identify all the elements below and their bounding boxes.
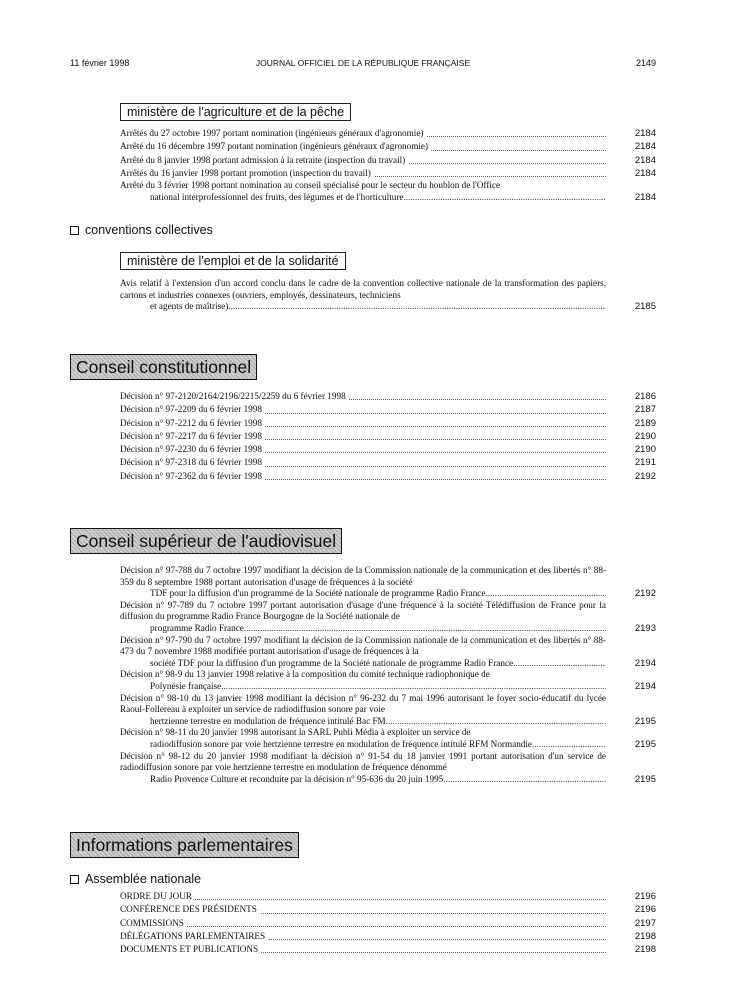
header-date: 11 février 1998 — [70, 58, 130, 68]
toc-entry[interactable]: Arrêtés du 16 janvier 1998 portant promotion (inspection du travail) 2184 — [120, 167, 656, 179]
toc-entry[interactable]: Décision n° 98-10 du 13 janvier 1998 modifiant la décision n° 96-232 du 7 mai 1996 autorisant le foyer socio-éducatif du lycée Raoul-Follereau à exploiter un service de radiodiffusion sonore par voie hertzienne terrestre en modulation de fréquence intitulé Bac FM ..... 2195 — [120, 693, 656, 728]
toc-entry[interactable]: Avis relatif à l'extension d'un accord conclu dans le cadre de la convention collective nationale de la transformation des papiers, cartons et industries connexes (ouvriers, employés, dessinateurs, techniciens et agents de maîtrise) ..... 2185 — [120, 278, 656, 313]
page-ref: 2184 — [634, 128, 656, 139]
page-ref: 2196 — [634, 904, 656, 916]
toc-entry[interactable]: Décision n° 97-2120/2164/2196/2215/2259 du 6 février 1998 2186 — [120, 391, 656, 402]
subheading-assemblee-nationale: Assemblée nationale — [70, 871, 201, 887]
subheading-conventions: conventions collectives — [70, 222, 213, 238]
page-ref: 2186 — [634, 391, 656, 402]
page-ref: 2198 — [634, 930, 656, 942]
toc-entry[interactable]: Décision n° 97-2212 du 6 février 1998 2189 — [120, 417, 656, 429]
toc-entry[interactable]: Arrêté du 16 décembre 1997 portant nomination (ingénieurs généraux d'agronomie) 2184 — [120, 141, 656, 153]
page-ref: 2195 — [634, 715, 656, 727]
toc-entry[interactable]: Décision n° 97-2318 du 6 février 1998 2191 — [120, 457, 656, 469]
toc-entry[interactable]: Arrêté du 3 février 1998 portant nomination au conseil spécialisé pour le secteur du houblon de l'Office national interprofessionnel des fruits, des légumes et de l'horticulture ..... 2184 — [120, 180, 656, 203]
header-title: JOURNAL OFFICIEL DE LA RÉPUBLIQUE FRANÇAISE — [255, 58, 471, 68]
page-ref: 2196 — [634, 891, 656, 902]
toc-entry[interactable]: Décision n° 97-2230 du 6 février 1998 2190 — [120, 444, 656, 456]
page-ref: 2192 — [634, 470, 656, 482]
running-header — [70, 58, 656, 72]
toc-entry[interactable]: DÉLÉGATIONS PARLEMENTAIRES 2198 — [120, 930, 656, 942]
section-informations-parlementaires: Informations parlementaires — [70, 832, 299, 858]
page-ref: 2195 — [634, 773, 656, 785]
header-page-number: 2149 — [635, 58, 656, 68]
toc-entry[interactable]: Décision n° 98-9 du 13 janvier 1998 relative à la composition du comité technique radiophonique de Polynésie française ..... 2194 — [120, 669, 656, 692]
toc-entry[interactable]: Arrêté du 8 janvier 1998 portant admission à la retraite (inspection du travail) 2184 — [120, 154, 656, 166]
page-ref: 2192 — [634, 588, 656, 600]
csa-entries — [120, 565, 656, 785]
toc-entry[interactable]: Décision n° 97-2217 du 6 février 1998 2190 — [120, 430, 656, 442]
page-ref: 2191 — [634, 457, 656, 469]
section-conseil-constitutionnel: Conseil constitutionnel — [70, 354, 257, 380]
checkbox-square-icon — [70, 226, 79, 235]
toc-entry[interactable]: Décision n° 98-11 du 20 janvier 1998 autorisant la SARL Publi Média à exploiter un service de radiodiffusion sonore par voie hertzienne terrestre en modulation de fréquence intitulé RFM Normandie ..... 2195 — [120, 727, 656, 750]
page-ref: 2187 — [634, 404, 656, 416]
toc-entry[interactable]: ORDRE DU JOUR 2196 — [120, 891, 656, 902]
page-ref: 2189 — [634, 417, 656, 429]
toc-entry[interactable]: DOCUMENTS ET PUBLICATIONS 2198 — [120, 944, 656, 956]
page-ref: 2195 — [634, 738, 656, 750]
toc-entry[interactable]: Décision n° 97-788 du 7 octobre 1997 modifiant la décision de la Commission nationale de la communication et des libertés n° 88-359 du 8 septembre 1988 portant autorisation d'usage de fréquences à la société TDF pour la diffusion d'un programme de la Société nationale de programme Radio France ..... 2192 — [120, 565, 656, 600]
toc-entry[interactable]: COMMISSIONS 2197 — [120, 917, 656, 929]
ministry-emploi-box: ministère de l'emploi et de la solidarité — [120, 252, 346, 270]
toc-entry[interactable]: Décision n° 97-789 du 7 octobre 1997 portant autorisation d'usage d'une fréquence à la société Télédiffusion de France pour la diffusion du programme Radio France Bourgogne de la Société nationale de programme Radio France ..... 2193 — [120, 600, 656, 635]
toc-entry[interactable]: Décision n° 97-2362 du 6 février 1998 2192 — [120, 470, 656, 482]
page-ref: 2184 — [634, 191, 656, 203]
page-ref: 2194 — [634, 680, 656, 692]
ministry-agriculture-box: ministère de l'agriculture et de la pêche — [120, 103, 351, 121]
page-ref: 2193 — [634, 622, 656, 634]
checkbox-square-icon — [70, 875, 79, 884]
conventions-entries — [120, 278, 656, 313]
agriculture-entries — [120, 127, 656, 203]
toc-entry[interactable]: Décision n° 98-12 du 20 janvier 1998 modifiant la décision n° 91-54 du 18 janvier 1991 portant autorisation d'un service de radiodiffusion sonore par voie hertzienne terrestre en modulation de fréquence dénommé Radio Provence Culture et reconduite par la décision n° 95-636 du 20 juin 1995 ..... 2195 — [120, 751, 656, 786]
page-ref: 2190 — [634, 430, 656, 442]
page-ref: 2197 — [634, 917, 656, 929]
toc-entry[interactable]: Décision n° 97-790 du 7 octobre 1997 modifiant la décision de la Commission nationale de la communication et des libertés n° 88-473 du 7 novembre 1988 modifiée portant autorisation d'usage de fréquences à la société TDF pour la diffusion d'un programme de la Société nationale de programme Radio France ..... 2194 — [120, 635, 656, 670]
page-ref: 2185 — [634, 301, 656, 313]
toc-entry[interactable]: Arrêtés du 27 octobre 1997 portant nomination (ingénieurs généraux d'agronomie) 2184 — [120, 128, 656, 139]
page-ref: 2198 — [634, 944, 656, 956]
page-ref: 2190 — [634, 444, 656, 456]
conseil-constitutionnel-entries — [120, 390, 656, 483]
toc-entry[interactable]: Décision n° 97-2209 du 6 février 1998 2187 — [120, 404, 656, 416]
page-ref: 2184 — [634, 141, 656, 153]
page-ref: 2194 — [634, 657, 656, 669]
section-conseil-superieur-audiovisuel: Conseil supérieur de l'audiovisuel — [70, 528, 342, 554]
page-ref: 2184 — [634, 154, 656, 166]
page-ref: 2184 — [634, 167, 656, 179]
toc-entry[interactable]: CONFÉRENCE DES PRÉSIDENTS 2196 — [120, 904, 656, 916]
assemblee-entries — [120, 890, 656, 956]
